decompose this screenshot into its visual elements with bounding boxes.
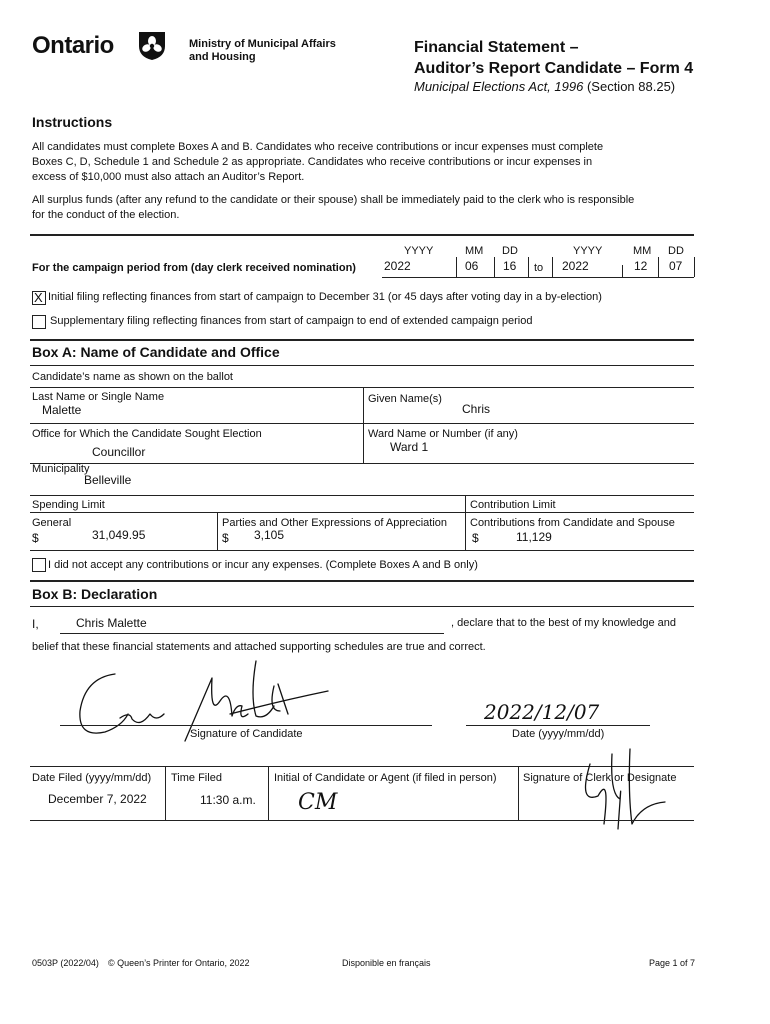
divider xyxy=(552,257,553,277)
declaration-text: , declare that to the best of my knowledge and xyxy=(451,617,677,629)
check-mark-icon: X xyxy=(34,290,43,305)
initial-filing-label: Initial filing reflecting finances from start of campaign to December 31 (or 45 days after voting day in a by-election) xyxy=(48,291,602,303)
belief-text: belief that these financial statements and attached supporting schedules are true and correct. xyxy=(32,641,486,653)
from-day[interactable]: 16 xyxy=(503,259,517,273)
from-dd-label: DD xyxy=(502,245,518,257)
to-month[interactable]: 12 xyxy=(634,259,648,273)
supplementary-filing-checkbox[interactable] xyxy=(32,315,46,329)
contribution-limit-label: Contribution Limit xyxy=(470,499,556,511)
divider xyxy=(465,495,466,550)
divider xyxy=(528,257,529,277)
french-availability: Disponible en français xyxy=(342,958,431,968)
divider xyxy=(694,257,695,277)
box-a-title: Box A: Name of Candidate and Office xyxy=(32,344,280,360)
divider xyxy=(30,387,694,388)
contribution-currency: $ xyxy=(472,531,479,545)
act-section: (Section 88.25) xyxy=(586,79,676,94)
ward-field[interactable]: Ward 1 xyxy=(390,440,429,454)
instructions-text: for the conduct of the election. xyxy=(32,209,180,221)
parties-limit-value[interactable]: 3,105 xyxy=(254,528,285,542)
instructions-paragraph-1 xyxy=(32,140,603,185)
from-year[interactable]: 2022 xyxy=(384,259,411,273)
divider xyxy=(217,512,218,550)
divider xyxy=(30,463,694,464)
general-currency: $ xyxy=(32,531,39,545)
date-filed-label: Date Filed (yyyy/mm/dd) xyxy=(32,772,152,784)
divider xyxy=(30,365,694,366)
last-name-field[interactable]: Malette xyxy=(42,403,82,417)
divider xyxy=(658,257,659,277)
spending-limit-label: Spending Limit xyxy=(32,499,105,511)
time-filed-label: Time Filed xyxy=(171,772,222,784)
divider xyxy=(30,339,694,341)
divider xyxy=(30,234,694,236)
divider xyxy=(456,257,457,277)
signature-line xyxy=(466,725,650,726)
to-dd-label: DD xyxy=(668,245,684,257)
given-name-label: Given Name(s) xyxy=(368,393,442,405)
campaign-period-label: For the campaign period from (day clerk received nomination) xyxy=(32,262,356,274)
divider xyxy=(30,820,694,821)
candidate-contribution-label: Contributions from Candidate and Spouse xyxy=(470,517,675,529)
initial-filing-checkbox[interactable] xyxy=(32,291,46,305)
signature-line xyxy=(60,725,432,726)
ontario-trillium-logo-icon xyxy=(135,28,169,62)
instructions-paragraph-2 xyxy=(32,193,634,223)
from-mm-label: MM xyxy=(465,245,484,257)
ward-label: Ward Name or Number (if any) xyxy=(368,428,518,440)
general-limit-value[interactable]: 31,049.95 xyxy=(92,528,146,542)
office-label: Office for Which the Candidate Sought Election xyxy=(32,428,262,440)
from-yyyy-label: YYYY xyxy=(404,245,434,257)
divider xyxy=(268,766,269,820)
no-contributions-checkbox[interactable] xyxy=(32,558,46,572)
instructions-text: excess of $10,000 must also attach an Auditor’s Report. xyxy=(32,171,305,183)
parties-currency: $ xyxy=(222,531,229,545)
copyright: © Queen’s Printer for Ontario, 2022 xyxy=(108,958,250,968)
declaration-i-label: I, xyxy=(32,617,39,631)
to-yyyy-label: YYYY xyxy=(573,245,603,257)
form-title xyxy=(414,37,693,79)
date-filed-field[interactable]: December 7, 2022 xyxy=(48,792,147,806)
divider xyxy=(30,580,694,582)
last-name-label: Last Name or Single Name xyxy=(32,391,165,403)
from-month[interactable]: 06 xyxy=(465,259,479,273)
ministry-name xyxy=(189,38,336,64)
to-mm-label: MM xyxy=(633,245,652,257)
divider xyxy=(30,423,694,424)
divider xyxy=(30,606,694,607)
divider xyxy=(382,277,694,278)
declarant-name-field[interactable]: Chris Malette xyxy=(76,616,147,630)
parties-limit-label: Parties and Other Expressions of Appreciation xyxy=(222,517,448,529)
instructions-text: All surplus funds (after any refund to the candidate or their spouse) shall be immediately paid to the clerk who is responsible xyxy=(32,194,635,206)
act-name: Municipal Elections Act, 1996 xyxy=(414,79,584,94)
ministry-line-2: and Housing xyxy=(189,51,256,63)
municipality-label: Municipality xyxy=(32,463,90,475)
ministry-line-1: Ministry of Municipal Affairs xyxy=(189,38,336,50)
divider xyxy=(363,387,364,463)
divider xyxy=(622,265,623,277)
divider xyxy=(165,766,166,820)
contribution-limit-value[interactable]: 11,129 xyxy=(516,530,552,544)
to-year[interactable]: 2022 xyxy=(562,259,589,273)
signature-label: Signature of Candidate xyxy=(190,728,303,740)
time-filed-field[interactable]: 11:30 a.m. xyxy=(200,793,256,807)
instructions-text: Boxes C, D, Schedule 1 and Schedule 2 as appropriate. Candidates who receive contributions or incur expenses in xyxy=(32,156,593,168)
box-b-title: Box B: Declaration xyxy=(32,586,158,602)
municipality-field[interactable]: Belleville xyxy=(84,473,132,487)
divider xyxy=(518,766,519,820)
initial-field[interactable]: CM xyxy=(298,790,338,815)
ontario-wordmark: Ontario xyxy=(32,32,114,59)
general-limit-label: General xyxy=(32,517,72,529)
no-contributions-label: I did not accept any contributions or incur any expenses. (Complete Boxes A and B only) xyxy=(48,559,478,571)
to-day[interactable]: 07 xyxy=(669,259,683,273)
act-reference xyxy=(414,79,675,94)
supplementary-filing-label: Supplementary filing reflecting finances from start of campaign to end of extended campaign period xyxy=(50,315,533,327)
page-number: Page 1 of 7 xyxy=(649,958,696,968)
given-name-field[interactable]: Chris xyxy=(462,402,491,416)
initial-label: Initial of Candidate or Agent (if filed in person) xyxy=(274,772,497,784)
declaration-date-field[interactable]: 2022/12/07 xyxy=(484,700,600,724)
divider xyxy=(30,550,694,551)
divider xyxy=(30,512,694,513)
form-code: 0503P (2022/04) xyxy=(32,958,99,968)
office-field[interactable]: Councillor xyxy=(92,445,146,459)
date-format-label: Date (yyyy/mm/dd) xyxy=(512,728,605,740)
divider xyxy=(30,495,694,496)
form-title-line-1: Financial Statement – xyxy=(414,39,579,56)
divider xyxy=(60,633,444,634)
clerk-signature-label: Signature of Clerk or Designate xyxy=(523,772,677,784)
instructions-text: All candidates must complete Boxes A and B. Candidates who receive contributions or incur expenses must complete xyxy=(32,141,604,153)
to-label: to xyxy=(534,262,544,274)
divider xyxy=(494,257,495,277)
ballot-name-note: Candidate’s name as shown on the ballot xyxy=(32,371,233,383)
form-title-line-2: Auditor’s Report Candidate – Form 4 xyxy=(414,60,694,77)
instructions-title: Instructions xyxy=(32,114,113,130)
